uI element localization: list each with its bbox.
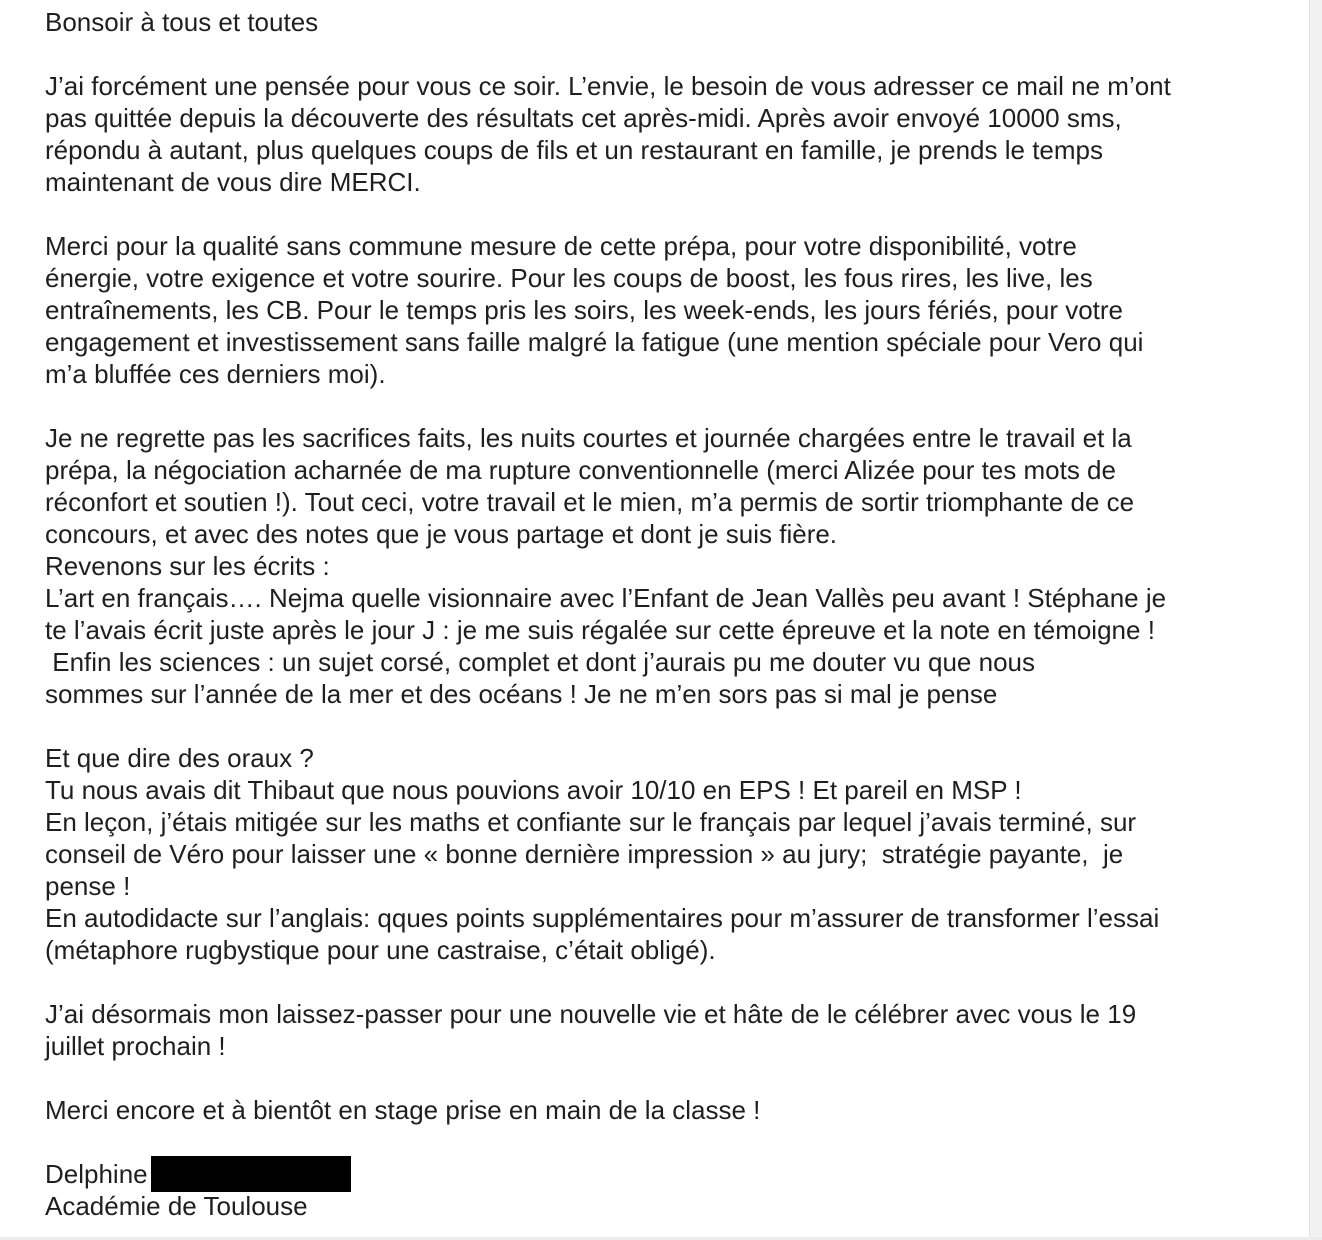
text-line: te l’avais écrit juste après le jour J : je me suis régalée sur cette épreuve et la note en témoigne ! [45,615,1155,645]
paragraph-closing [45,1094,1285,1126]
redaction-bar [151,1156,351,1192]
text-line: engagement et investissement sans faille malgré la fatigue (une mention spéciale pour Vero qui [45,327,1144,357]
text-line: énergie, votre exigence et votre sourire. Pour les coups de boost, les fous rires, les live, les [45,263,1093,293]
signature-name: Delphine [45,1159,148,1189]
signature [45,1158,1285,1222]
signature-affiliation: Académie de Toulouse [45,1191,308,1221]
paragraph-laissez-passer [45,998,1285,1062]
spacer [45,1062,1285,1094]
text-line: conseil de Véro pour laisser une « bonne dernière impression » au jury; stratégie payante, je [45,839,1124,869]
spacer [45,1126,1285,1158]
text-line: pense ! [45,871,131,901]
spacer [45,710,1285,742]
text-line: maintenant de vous dire MERCI. [45,167,421,197]
text-line: (métaphore rugbystique pour une castraise, c’était obligé). [45,935,716,965]
text-line: juillet prochain ! [45,1031,226,1061]
spacer [45,198,1285,230]
greeting: Bonsoir à tous et toutes [45,7,319,37]
text-line: En autodidacte sur l’anglais: qques points supplémentaires pour m’assurer de transformer l’essai [45,903,1160,933]
text-line: concours, et avec des notes que je vous partage et dont je suis fière. [45,519,838,549]
text-line: Merci pour la qualité sans commune mesure de cette prépa, pour votre disponibilité, votre [45,231,1077,261]
text-line: Enfin les sciences : un sujet corsé, complet et dont j’aurais pu me douter vu que nous [45,647,1035,677]
signature-name-row [45,1158,1285,1190]
text-line: répondu à autant, plus quelques coups de fils et un restaurant en famille, je prends le temps [45,135,1103,165]
text-line: L’art en français…. Nejma quelle visionnaire avec l’Enfant de Jean Vallès peu avant ! Stéphane je [45,583,1167,613]
paragraph-oraux [45,742,1285,966]
paragraph-thanks-intro [45,70,1285,198]
spacer [45,390,1285,422]
text-line: pas quittée depuis la découverte des résultats cet après-midi. Après avoir envoyé 10000 sms, [45,103,1122,133]
text-line: Et que dire des oraux ? [45,743,314,773]
scrollbar-track[interactable] [1309,0,1322,1240]
text-line: m’a bluffée ces derniers moi). [45,359,386,389]
text-line: Revenons sur les écrits : [45,551,330,581]
paragraph-ecrits [45,422,1285,710]
text-line: J’ai désormais mon laissez-passer pour une nouvelle vie et hâte de le célébrer avec vous le 19 [45,999,1137,1029]
email-body [45,6,1285,1222]
text-line: entraînements, les CB. Pour le temps pris les soirs, les week-ends, les jours fériés, pour votre [45,295,1123,325]
paragraph-merci [45,230,1285,390]
text-line: sommes sur l’année de la mer et des océans ! Je ne m’en sors pas si mal je pense [45,679,998,709]
text-line: Merci encore et à bientôt en stage prise en main de la classe ! [45,1095,761,1125]
text-line: réconfort et soutien !). Tout ceci, votre travail et le mien, m’a permis de sortir triomphante de ce [45,487,1135,517]
text-line: Tu nous avais dit Thibaut que nous pouvions avoir 10/10 en EPS ! Et pareil en MSP ! [45,775,1022,805]
text-line: Je ne regrette pas les sacrifices faits, les nuits courtes et journée chargées entre le travail et la [45,423,1132,453]
text-line: En leçon, j’étais mitigée sur les maths et confiante sur le français par lequel j’avais terminé, sur [45,807,1137,837]
spacer [45,966,1285,998]
text-line: prépa, la négociation acharnée de ma rupture conventionnelle (merci Alizée pour tes mots de [45,455,1116,485]
text-line: J’ai forcément une pensée pour vous ce soir. L’envie, le besoin de vous adresser ce mail ne m’ont [45,71,1171,101]
spacer [45,38,1285,70]
